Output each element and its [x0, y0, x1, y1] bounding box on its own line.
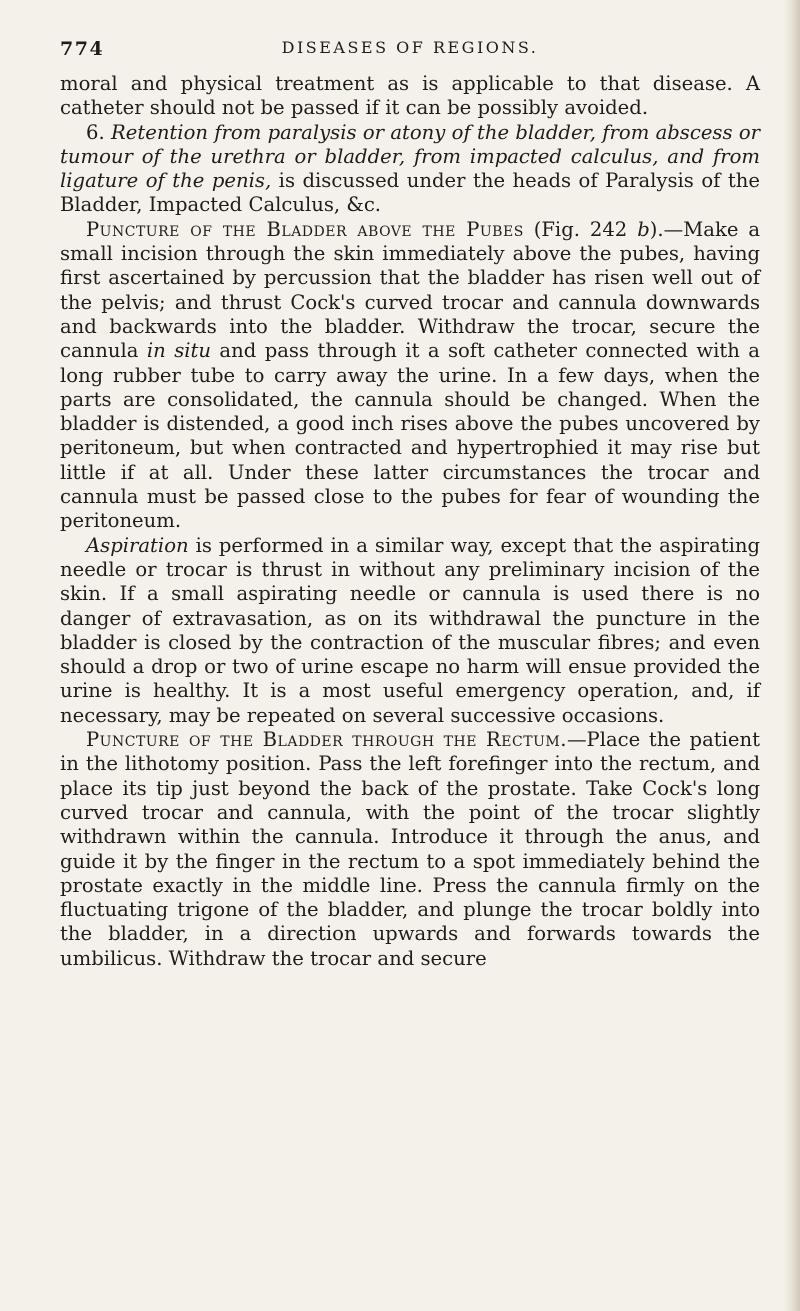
- page-number: 774: [60, 38, 105, 60]
- page-edge-shadow: [784, 0, 800, 1311]
- paragraph-text: —Place the patient in the lithotomy position. Pass the left forefinger into the rectum, and place its tip just beyond the back of the prostate. Take Cock's long curved trocar and cannula, with the point of the trocar slightly withdrawn within the cannula. Introduce it through the anus, and guide it by the finger in the rectum to a spot immediately behind the prostate exactly in the middle line. Press the cannula firmly on the fluctuating trigone of the bladder, and plunge the trocar boldly into the bladder, in a direction upwards and forwards towards the umbilicus. Withdraw the trocar and secure: [60, 728, 761, 970]
- paragraph-aspiration: [60, 534, 760, 728]
- paragraph-suprapubic-puncture: [60, 218, 760, 534]
- body-text: [60, 72, 760, 971]
- figure-reference: (Fig. 242: [523, 217, 638, 241]
- section-heading: Puncture of the Bladder through the Rectum.: [86, 728, 567, 752]
- section-heading: Puncture of the Bladder above the Pubes: [86, 217, 524, 241]
- paragraph-text: moral and physical treatment as is applicable to that disease. A catheter should not be passed if it can be possibly avoided.: [60, 72, 760, 120]
- paragraph-rectal-puncture: [60, 728, 760, 971]
- paragraph-text: and pass through it a soft catheter connected with a long rubber tube to carry away the urine. In a few days, when the parts are consolidated, the cannula should be changed. When the bladder is distended, a good inch rises above the pubes uncovered by peritoneum, but when contracted and hypertrophied it may rise but little if at all. Under these latter circumstances the trocar and cannula must be passed close to the pubes for fear of wounding the peritoneum.: [60, 339, 760, 533]
- paragraph-text: —Make a small incision through the skin immediately above the pubes, having first ascertained by percussion that the bladder has risen well out of the pelvis; and thrust Cock's curved trocar and cannula downwards and backwards into the bladder. Withdraw the trocar, secure the cannula: [60, 217, 760, 363]
- paragraph-text: is discussed under the heads of Paralysis of the Bladder, Impacted Calculus, &c.: [60, 169, 760, 217]
- running-head: DISEASES OF REGIONS.: [281, 38, 539, 57]
- paragraph-continuation: [60, 72, 760, 121]
- italic-phrase: in situ: [146, 339, 212, 363]
- paragraph-retention: [60, 121, 760, 218]
- italic-term: Aspiration: [86, 533, 189, 557]
- figure-reference-close: ).: [649, 217, 664, 241]
- italic-phrase: Retention from paralysis or atony of the bladder, from abscess or tumour of the urethra or bladder, from impacted calculus, and from ligature of the penis,: [60, 120, 760, 193]
- item-number: 6.: [86, 120, 105, 144]
- figure-letter: b: [637, 217, 650, 241]
- paragraph-text: is performed in a similar way, except that the aspirating needle or trocar is thrust in without any preliminary incision of the skin. If a small aspirating needle or cannula is used there is no danger of extravasation, as on its withdrawal the puncture in the bladder is closed by the contraction of the muscular fibres; and even should a drop or two of urine escape no harm will ensue provided the urine is healthy. It is a most useful emergency operation, and, if necessary, may be repeated on several successive occasions.: [60, 533, 760, 727]
- page-header: [60, 38, 760, 72]
